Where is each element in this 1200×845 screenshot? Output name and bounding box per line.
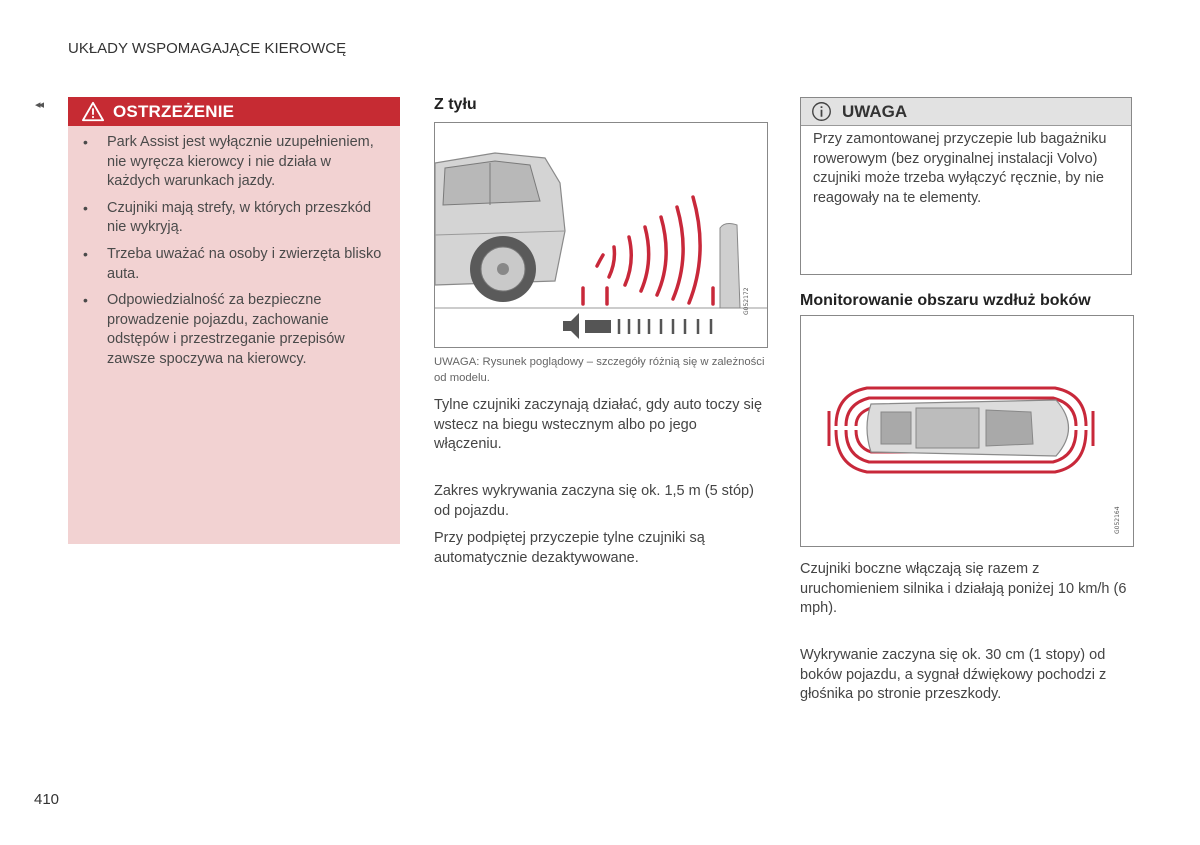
side-sensor-figure (800, 315, 1134, 547)
bullet: • (83, 199, 88, 216)
rear-paragraph-3: Przy podpiętej przyczepie tylne czujniki są automatycznie dezaktywowane. (434, 530, 705, 566)
list-item (83, 133, 388, 192)
bullet: • (83, 134, 88, 150)
warning-title: OSTRZEŻENIE (113, 101, 235, 121)
warning-triangle-icon (82, 101, 104, 123)
rear-sensor-figure (434, 122, 768, 348)
warning-header (68, 97, 400, 126)
note-text: Przy zamontowanej przyczepie lub bagażniku rowerowym (bez oryginalnej instalacji Volvo) czujniki może trzeba wyłączyć ręcznie, by nie reagowały na te elementy. (813, 131, 1107, 206)
side-paragraph-1: Czujniki boczne włączają się razem z uruchomieniem silnika i działają poniżej 10 km/h (6 mph). (800, 561, 1127, 617)
rear-section-title: Z tyłu (434, 96, 477, 113)
bullet: • (83, 292, 88, 309)
list-item (83, 245, 388, 284)
page-number: 410 (34, 791, 60, 808)
rear-sensor-illustration (435, 123, 768, 348)
list-item (83, 199, 388, 238)
side-paragraph-2: Wykrywanie zaczyna się ok. 30 cm (1 stopy) od boków pojazdu, a sygnał dźwiękowy pochodzi z głośnika po stronie przeszkody. (800, 647, 1107, 703)
section-header: UKŁADY WSPOMAGAJĄCE KIEROWCĘ (68, 40, 347, 57)
warning-box (68, 97, 400, 544)
warning-list (68, 126, 400, 370)
side-sensor-illustration (801, 316, 1134, 547)
list-item (83, 291, 388, 369)
back-icon[interactable]: ◂◂ (35, 99, 43, 111)
side-section-title: Monitorowanie obszaru wzdłuż boków (800, 292, 1091, 309)
figure-caption: UWAGA: Rysunek poglądowy – szczegóły różnią się w zależności od modelu. (434, 356, 765, 384)
warning-item-text: Trzeba uważać na osoby i zwierzęta blisko auta. (107, 245, 382, 282)
note-title: UWAGA (842, 101, 908, 121)
note-header (801, 98, 1131, 126)
rear-paragraph-1: Tylne czujniki zaczynają działać, gdy auto toczy się wstecz na biegu wstecznym albo po jego włączeniu. (434, 397, 763, 453)
rear-paragraph-2: Zakres wykrywania zaczyna się ok. 1,5 m (5 stóp) od pojazdu. (434, 483, 754, 519)
note-box (800, 97, 1132, 275)
warning-item-text: Park Assist jest wyłącznie uzupełnieniem, nie wyręcza kierowcy i nie działa w każdych warunkach jazdy. (107, 134, 374, 190)
figure-code: G052164 (1114, 506, 1121, 534)
bullet: • (83, 245, 88, 262)
info-icon (811, 101, 832, 122)
warning-item-text: Czujniki mają strefy, w których przeszkód nie wykryją. (107, 199, 372, 236)
warning-item-text: Odpowiedzialność za bezpieczne prowadzenie pojazdu, zachowanie odstępów i przestrzeganie przepisów zawsze spoczywa na kierowcy. (107, 292, 345, 367)
figure-code: G052172 (743, 287, 750, 315)
